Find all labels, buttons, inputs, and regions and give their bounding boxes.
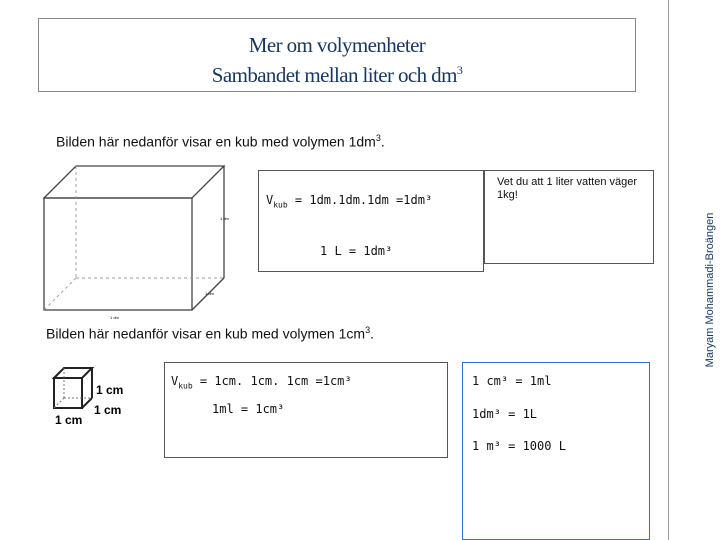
title-line-2: [39, 63, 635, 88]
large-cube-diagram: [40, 162, 260, 322]
section1-note-box: [484, 170, 654, 264]
section2-caption-sup: 3: [365, 325, 371, 335]
section1-note: Vet du att 1 liter vatten väger 1kg!: [497, 176, 638, 201]
section2-formula-box: [164, 362, 448, 458]
section2-formula-sub: kub: [178, 381, 193, 391]
section1-caption-text: Bilden här nedanför visar en kub med volymen 1dm: [56, 133, 376, 150]
section2-formula: [171, 374, 352, 390]
section1-formula: [266, 193, 432, 209]
small-cube-bottom-label: 1 cm: [55, 413, 83, 427]
large-cube-front-face: [44, 198, 192, 310]
section1-caption: [56, 133, 385, 150]
section1-caption-end: .: [380, 133, 385, 150]
section2-formula-rest: = 1cm. 1cm. 1cm =1cm³: [192, 374, 352, 388]
section2-caption-end: .: [370, 325, 374, 342]
vertical-divider: [668, 0, 669, 540]
small-cube-diagram: [50, 364, 140, 428]
section1-formula-box: [258, 170, 484, 272]
title-line-1: Mer om volymenheter: [248, 33, 426, 57]
section2-formula-prefix: V: [171, 374, 179, 388]
author-label: Maryam Mohammadi-Broängen: [704, 212, 716, 368]
section2-caption-text: Bilden här nedanför visar en kub med volymen 1cm: [46, 325, 366, 342]
small-cube-side-label: 1 cm: [96, 383, 124, 397]
title-box: [38, 18, 636, 92]
relation-dm3-l: 1dm³ = 1L: [472, 407, 538, 421]
small-cube-top-face: [54, 368, 92, 378]
section2-relations-box: [462, 362, 650, 540]
section1-formula-sub: kub: [273, 200, 288, 210]
section1-formula-rest: = 1dm.1dm.1dm =1dm³: [287, 193, 433, 207]
large-cube-bottom-label: 1 dm: [110, 315, 119, 320]
section1-caption-sup: 3: [375, 133, 381, 143]
large-cube-depth-label: 1 dm: [205, 291, 214, 296]
section2-equation: 1ml = 1cm³: [212, 402, 285, 416]
relation-m3-l: 1 m³ = 1000 L: [472, 439, 566, 453]
small-cube-front-face: [54, 378, 82, 408]
relation-cm3-ml: 1 cm³ = 1ml: [472, 374, 552, 388]
large-cube-top-face: [44, 166, 224, 198]
large-cube-side-label: 1 dm: [220, 216, 229, 221]
section1-formula-prefix: V: [266, 193, 274, 207]
section2-caption: [46, 325, 374, 342]
title-line-2-text: Sambandet mellan liter och dm: [211, 63, 457, 87]
title-line-2-sup: 3: [456, 63, 463, 77]
small-cube-bottom-edge: [82, 398, 92, 408]
section1-equation: 1 L = 1dm³: [320, 244, 393, 258]
small-cube-depth-label: 1 cm: [94, 403, 122, 417]
